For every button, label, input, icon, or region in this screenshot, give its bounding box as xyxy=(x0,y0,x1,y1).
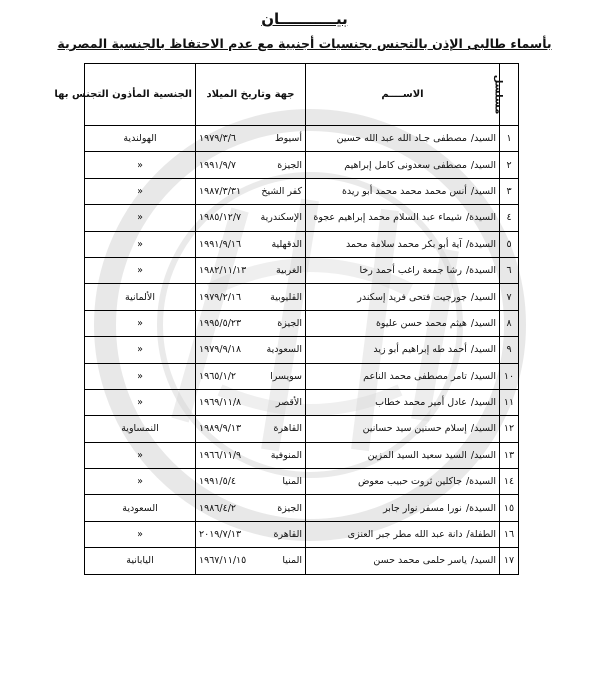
row-birth-cell xyxy=(196,416,306,442)
row-nationality: « xyxy=(85,337,196,363)
row-name-cell xyxy=(306,257,500,283)
row-serial: ١٤ xyxy=(500,469,519,495)
row-nationality: « xyxy=(85,231,196,257)
row-serial: ٢ xyxy=(500,152,519,178)
row-serial: ١٥ xyxy=(500,495,519,521)
row-name-cell xyxy=(306,205,500,231)
row-nationality: « xyxy=(85,521,196,547)
table-row xyxy=(85,178,519,204)
row-nationality: النمساوية xyxy=(85,416,196,442)
table-row xyxy=(85,284,519,310)
table-row xyxy=(85,126,519,152)
row-title: السيدة/ xyxy=(465,265,496,277)
row-name-cell xyxy=(306,469,500,495)
row-birth-cell xyxy=(196,389,306,415)
row-birth-place: الجيزة xyxy=(277,159,302,171)
table-row xyxy=(85,521,519,547)
row-title: السيد/ xyxy=(470,344,496,356)
row-birth-date: ١٩٨٦/٤/٢ xyxy=(199,502,237,514)
row-serial: ١٧ xyxy=(500,548,519,574)
row-name-cell xyxy=(306,363,500,389)
row-nationality: السعودية xyxy=(85,495,196,521)
row-nationality: « xyxy=(85,178,196,204)
row-title: السيد/ xyxy=(470,133,496,145)
row-title: السيد/ xyxy=(470,185,496,197)
table-row xyxy=(85,469,519,495)
row-name-cell xyxy=(306,416,500,442)
row-nationality: « xyxy=(85,389,196,415)
row-name: تامر مصطفى محمد الناعم xyxy=(363,370,467,382)
row-birth-cell xyxy=(196,152,306,178)
header-serial xyxy=(492,64,519,126)
row-nationality: الهولندية xyxy=(85,126,196,152)
row-title: السيدة/ xyxy=(465,238,496,250)
row-birth-date: ١٩٩١/٩/٧ xyxy=(199,159,237,171)
row-birth-place: الأقصر xyxy=(275,397,302,409)
row-birth-cell xyxy=(196,310,306,336)
table-header-row xyxy=(85,64,519,126)
row-birth-cell xyxy=(196,257,306,283)
row-name-cell xyxy=(306,126,500,152)
table-row xyxy=(85,257,519,283)
row-birth-date: ١٩٩١/٩/١٦ xyxy=(199,238,242,250)
row-name-cell xyxy=(306,337,500,363)
row-nationality: « xyxy=(85,363,196,389)
row-title: السيد/ xyxy=(470,397,496,409)
row-nationality: « xyxy=(85,152,196,178)
row-nationality: اليابانية xyxy=(85,548,196,574)
row-nationality: « xyxy=(85,257,196,283)
table-row xyxy=(85,205,519,231)
row-title: السيدة/ xyxy=(465,212,496,224)
row-birth-date: ١٩٦٩/١١/٨ xyxy=(199,397,242,409)
row-name: أحمد طه إبراهيم أبو زيد xyxy=(373,344,467,356)
row-serial: ٨ xyxy=(500,310,519,336)
row-birth-date: ١٩٧٩/٣/٦ xyxy=(199,133,237,145)
row-birth-cell xyxy=(196,548,306,574)
table-row xyxy=(85,495,519,521)
row-birth-date: ١٩٨٩/٩/١٣ xyxy=(199,423,242,435)
row-title: السيد/ xyxy=(470,555,496,567)
row-name: جاكلين ثروت حبيب معوض xyxy=(357,476,462,488)
row-birth-cell xyxy=(196,495,306,521)
row-name-cell xyxy=(306,310,500,336)
row-birth-date: ١٩٧٩/٢/١٦ xyxy=(199,291,242,303)
row-birth-date: ١٩٩١/٥/٤ xyxy=(199,476,237,488)
row-name-cell xyxy=(306,495,500,521)
header-name: الاســــم xyxy=(306,64,500,126)
row-name-cell xyxy=(306,284,500,310)
table-row xyxy=(85,337,519,363)
row-birth-place: الغربية xyxy=(276,265,302,277)
row-serial: ١١ xyxy=(500,389,519,415)
table-row xyxy=(85,442,519,468)
header-nationality: الجنسية المأذون التجنس بها xyxy=(85,64,196,126)
row-title: السيد/ xyxy=(470,449,496,461)
document-heading: بيـــــــــــان xyxy=(261,10,348,28)
row-serial: ٦ xyxy=(500,257,519,283)
row-serial: ١ xyxy=(500,126,519,152)
row-nationality: « xyxy=(85,469,196,495)
row-name: إسلام حسنين سيد حسانين xyxy=(362,423,467,435)
row-name-cell xyxy=(306,152,500,178)
row-birth-date: ٢٠١٩/٧/١٣ xyxy=(199,529,242,541)
row-name-cell xyxy=(306,231,500,257)
row-birth-cell xyxy=(196,521,306,547)
row-birth-cell xyxy=(196,337,306,363)
row-birth-cell xyxy=(196,363,306,389)
row-name: نورا مسفر نوار جابر xyxy=(383,502,462,514)
row-serial: ٣ xyxy=(500,178,519,204)
row-birth-cell xyxy=(196,178,306,204)
row-nationality: الألمانية xyxy=(85,284,196,310)
row-title: السيد/ xyxy=(470,317,496,329)
row-title: الطفلة/ xyxy=(466,529,496,541)
table-row xyxy=(85,152,519,178)
row-name: أنس محمد محمد محمد أبو ريدة xyxy=(341,185,467,197)
row-title: السيد/ xyxy=(470,423,496,435)
header-serial-label: مسلسل xyxy=(492,74,504,115)
row-name: جورجيت فتحى فريد إسكندر xyxy=(357,291,467,303)
document-subheading: بأسماء طالبى الإذن بالتجنس بجنسيات أجنبية مع عدم الاحتفاظ بالجنسية المصرية xyxy=(57,36,552,51)
row-name-cell xyxy=(306,521,500,547)
row-name-cell xyxy=(306,389,500,415)
row-birth-place: الإسكندرية xyxy=(260,212,302,224)
row-birth-place: السعودية xyxy=(266,344,302,356)
row-title: السيد/ xyxy=(470,370,496,382)
row-title: السيدة/ xyxy=(465,476,496,488)
row-birth-place: سويسرا xyxy=(270,370,302,382)
row-birth-date: ١٩٦٧/١١/١٥ xyxy=(199,555,247,567)
table-row xyxy=(85,231,519,257)
row-birth-cell xyxy=(196,126,306,152)
row-title: السيدة/ xyxy=(465,502,496,514)
row-birth-date: ١٩٧٩/٩/١٨ xyxy=(199,344,242,356)
row-birth-place: أسيوط xyxy=(274,133,302,145)
applicants-table xyxy=(54,63,519,575)
header-birth: جهة وتاريخ الميلاد xyxy=(196,64,306,126)
row-name: رشا جمعة راغب أحمد رخا xyxy=(359,265,462,277)
row-serial: ١٦ xyxy=(500,521,519,547)
row-birth-date: ١٩٨٢/١١/١٣ xyxy=(199,265,247,277)
row-nationality: « xyxy=(85,442,196,468)
row-birth-date: ١٩٩٥/٥/٢٣ xyxy=(199,317,242,329)
row-birth-place: كفر الشيخ xyxy=(261,185,302,197)
row-serial: ١٠ xyxy=(500,363,519,389)
row-birth-place: القاهرة xyxy=(273,529,302,541)
row-serial: ١٣ xyxy=(500,442,519,468)
row-serial: ٥ xyxy=(500,231,519,257)
row-name: دانة عبد الله مطر جبر العنزى xyxy=(347,529,463,541)
table-row xyxy=(85,389,519,415)
row-birth-cell xyxy=(196,205,306,231)
row-name: مصطفى سعدونى كامل إبراهيم xyxy=(344,159,467,171)
row-name: ياسر حلمى محمد حسن xyxy=(373,555,467,567)
row-name: عادل أمير محمد خطاب xyxy=(375,397,467,409)
row-name-cell xyxy=(306,548,500,574)
row-name-cell xyxy=(306,442,500,468)
row-nationality: « xyxy=(85,205,196,231)
row-birth-place: المنوفية xyxy=(270,449,302,461)
row-birth-date: ١٩٨٥/١٢/٧ xyxy=(199,212,242,224)
row-title: السيد/ xyxy=(470,159,496,171)
table-row xyxy=(85,416,519,442)
row-birth-place: المنيا xyxy=(282,555,302,567)
row-title: السيد/ xyxy=(470,291,496,303)
row-birth-place: الدقهلية xyxy=(271,238,302,250)
row-birth-cell xyxy=(196,284,306,310)
table-row xyxy=(85,363,519,389)
row-birth-date: ١٩٦٥/١/٢ xyxy=(199,370,237,382)
row-birth-place: القليوبية xyxy=(270,291,302,303)
row-nationality: « xyxy=(85,310,196,336)
row-serial: ٩ xyxy=(500,337,519,363)
row-serial: ٤ xyxy=(500,205,519,231)
row-birth-place: الجيزة xyxy=(277,317,302,329)
row-name: السيد سعيد السيد المزين xyxy=(367,449,467,461)
row-birth-cell xyxy=(196,231,306,257)
row-birth-date: ١٩٨٧/٣/٣١ xyxy=(199,185,242,197)
row-name: آية أبو بكر محمد سلامة محمد xyxy=(345,238,462,250)
row-birth-date: ١٩٦٦/١١/٩ xyxy=(199,449,242,461)
row-birth-cell xyxy=(196,469,306,495)
row-name: شيماء عبد السلام محمد إبراهيم عجوة xyxy=(313,212,462,224)
table-row xyxy=(85,310,519,336)
row-birth-place: القاهرة xyxy=(273,423,302,435)
row-serial: ١٢ xyxy=(500,416,519,442)
row-name: هيثم محمد حسن عليوة xyxy=(375,317,467,329)
row-birth-place: المنيا xyxy=(282,476,302,488)
row-birth-place: الجيزة xyxy=(277,502,302,514)
row-name-cell xyxy=(306,178,500,204)
table-row xyxy=(85,548,519,574)
row-serial: ٧ xyxy=(500,284,519,310)
row-birth-cell xyxy=(196,442,306,468)
row-name: مصطفى جـاد الله عبد الله حسين xyxy=(336,133,467,145)
